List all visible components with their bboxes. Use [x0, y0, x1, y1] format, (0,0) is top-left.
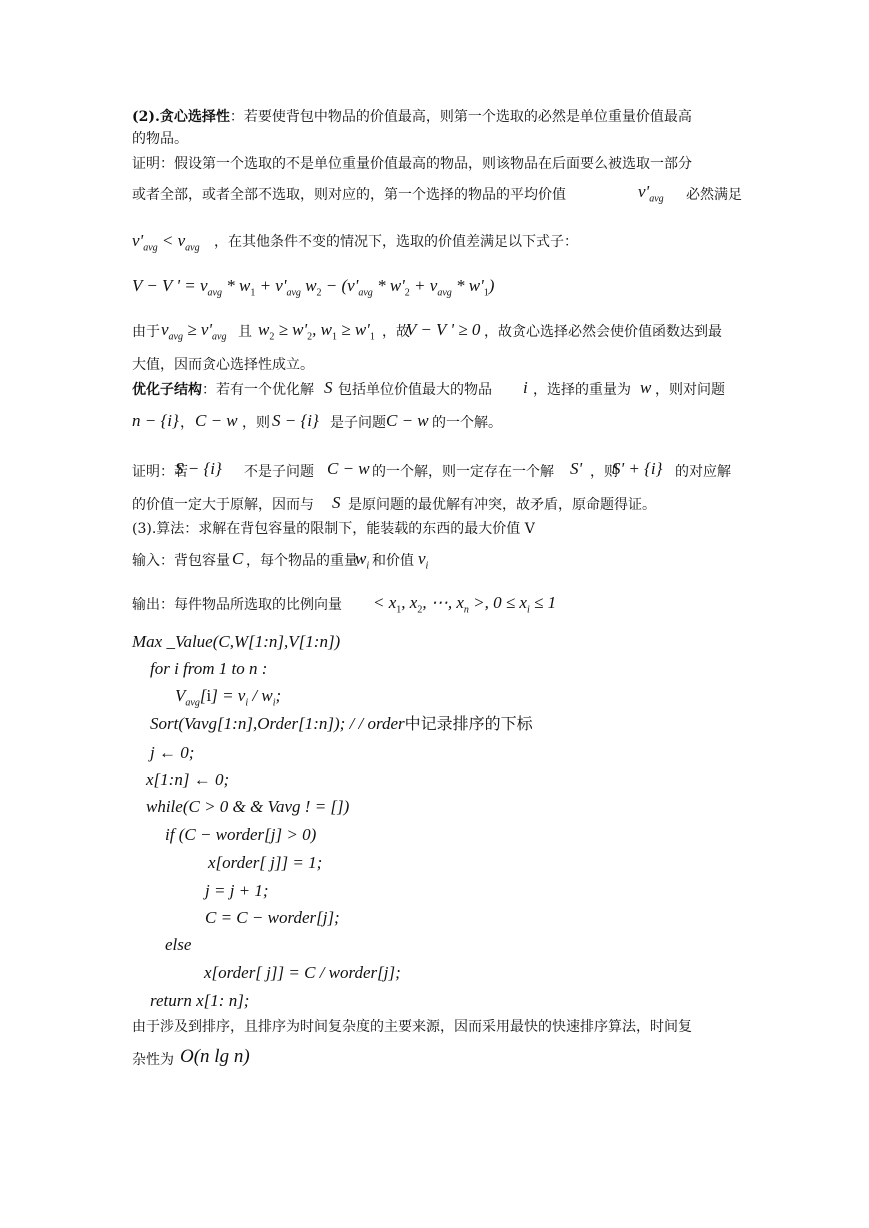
algorithm-input-and: 和价值: [372, 553, 414, 569]
substructure-proof-prefix: 证明：若: [132, 464, 188, 480]
greedy-proof-2: 或者全部，或者全部不选取，则对应的，第一个选择的物品的平均价值: [132, 187, 566, 203]
math-since-1: $v_{avg} \ge v'_{avg}$: [161, 320, 227, 343]
greedy-ineq-text: ，在其他条件不变的情况下，选取的价值差满足以下式子：: [214, 234, 578, 250]
code-line-1: Max _Value(C,W[1:n],V[1:n]): [132, 632, 341, 651]
math-since-3: V − V ' ≥ 0: [406, 320, 481, 339]
greedy-since-prefix: 由于: [132, 324, 160, 340]
greedy-heading-line: [132, 108, 742, 126]
math-i: i: [523, 378, 528, 397]
greedy-proof-1: 证明：假设第一个选取的不是单位重量价值最高的物品，则该物品在后面要么被选取一部分: [132, 156, 692, 172]
greedy-conclusion: 大值，因而贪心选择性成立。: [132, 357, 314, 373]
code-line-13: x[order[ j]] = C / worder[j];: [204, 963, 401, 982]
substructure-then: ，则: [242, 415, 270, 431]
math-proof-line2-S: S: [332, 493, 341, 512]
substructure-proof-not: 不是子问题: [244, 464, 314, 480]
substructure-text-4: ，则对问题: [655, 382, 725, 398]
math-v-prime-avg: $v'_{avg}$: [638, 182, 664, 205]
greedy-heading: (2).贪心选择性: [132, 109, 230, 125]
code-line-11: C = C − worder[j];: [205, 908, 340, 927]
algorithm-title: (3).算法：求解在背包容量的限制下，能装载的东西的最大价值 V: [132, 521, 535, 537]
code-sort-comment: 中记录排序的下标: [404, 714, 533, 733]
substructure-is: 是子问题: [330, 415, 386, 431]
substructure-text-3: ，选择的重量为: [533, 382, 631, 398]
substructure-proof-then: ，则: [590, 464, 618, 480]
math-value-difference: V − V ' = $v_{avg} * w_1 + v'_{avg}$ $w_2 - (v'_{avg} * w'_2 + v_{avg} * w'_1)$: [132, 276, 495, 299]
code-line-8: if (C − worder[j] > 0): [165, 825, 317, 844]
code-sort-text: Sort(Vavg[1:n],Order[1:n]); / / order: [150, 714, 405, 733]
math-proof-S-prime: S': [570, 459, 583, 478]
substructure-text-1: ：若有一个优化解: [202, 382, 314, 398]
algorithm-output-prefix: 输出：每件物品所选取的比例向量: [132, 597, 342, 613]
code-line-10: j = j + 1;: [205, 881, 269, 900]
code-line-2: for i from 1 to n :: [150, 659, 268, 678]
substructure-proof-line2-end: 是原问题的最优解有冲突，故矛盾，原命题得证。: [348, 497, 656, 513]
math-input-vi: $v_i$: [418, 549, 429, 572]
math-output-vector: < $x_1$, $x_2$, ⋯, $x_n$ >, $0 \le x_i \le 1$: [373, 593, 557, 616]
math-S: S: [324, 378, 333, 397]
math-proof-C-minus-w: C − w: [327, 459, 370, 478]
math-n-minus-i: n − {i}: [132, 411, 179, 430]
greedy-statement-cont: 的物品。: [132, 131, 188, 147]
algorithm-input-mid: ，每个物品的重量: [246, 553, 358, 569]
code-line-6: x[1:n] ← 0;: [146, 770, 230, 789]
code-line-14: return x[1: n];: [150, 991, 250, 1010]
code-line-5: j ← 0;: [150, 743, 195, 762]
substructure-proof-line-2: 的价值一定大于原解，因而与: [132, 497, 314, 513]
greedy-statement: ：若要使背包中物品的价值最高，则第一个选取的必然是单位重量价值最高: [229, 109, 692, 125]
math-input-C: C: [232, 549, 244, 568]
code-line-4: [150, 714, 533, 734]
greedy-since-end: ，故贪心选择必然会使价值函数达到最: [484, 324, 722, 340]
math-C-minus-w-2: C − w: [386, 411, 429, 430]
substructure-proof-end: 的对应解: [675, 464, 731, 480]
code-line-3: $V_{avg}[i] = v_i / w_i$;: [175, 686, 282, 709]
substructure-end: 的一个解。: [432, 415, 502, 431]
math-inequality: $v'_{avg} < v_{avg}$: [132, 231, 200, 254]
math-input-wi: $w_i$: [355, 549, 370, 572]
math-proof-S-minus-i: S − {i}: [175, 459, 222, 478]
math-since-2: $w_2 \ge w'_2$, $w_1 \ge w'_1$: [258, 320, 375, 343]
substructure-heading: 优化子结构: [132, 382, 202, 398]
complexity-line-2: 杂性为: [132, 1052, 174, 1068]
substructure-proof-mid: 的一个解，则一定存在一个解: [372, 464, 554, 480]
math-S-minus-i: S − {i}: [272, 411, 319, 430]
greedy-since-so: ，故: [382, 324, 410, 340]
code-line-9: x[order[ j]] = 1;: [208, 853, 323, 872]
math-w: w: [640, 378, 652, 397]
math-proof-S-prime-plus-i: S' + {i}: [612, 459, 663, 478]
code-line-12: else: [165, 935, 192, 954]
substructure-text-2: 包括单位价值最大的物品: [338, 382, 492, 398]
math-C-minus-w-1: C − w: [195, 411, 238, 430]
greedy-since-and: 且: [238, 324, 252, 340]
complexity-line-1: 由于涉及到排序，且排序为时间复杂度的主要来源，因而采用最快的快速排序算法，时间复: [132, 1019, 692, 1035]
code-line-7: while(C > 0 & & Vavg ! = []): [146, 797, 350, 816]
greedy-proof-2-end: 必然满足: [686, 187, 742, 203]
math-complexity: O(n lg n): [180, 1046, 250, 1067]
algorithm-input-prefix: 输入：背包容量: [132, 553, 230, 569]
comma-1: ，: [180, 415, 194, 431]
